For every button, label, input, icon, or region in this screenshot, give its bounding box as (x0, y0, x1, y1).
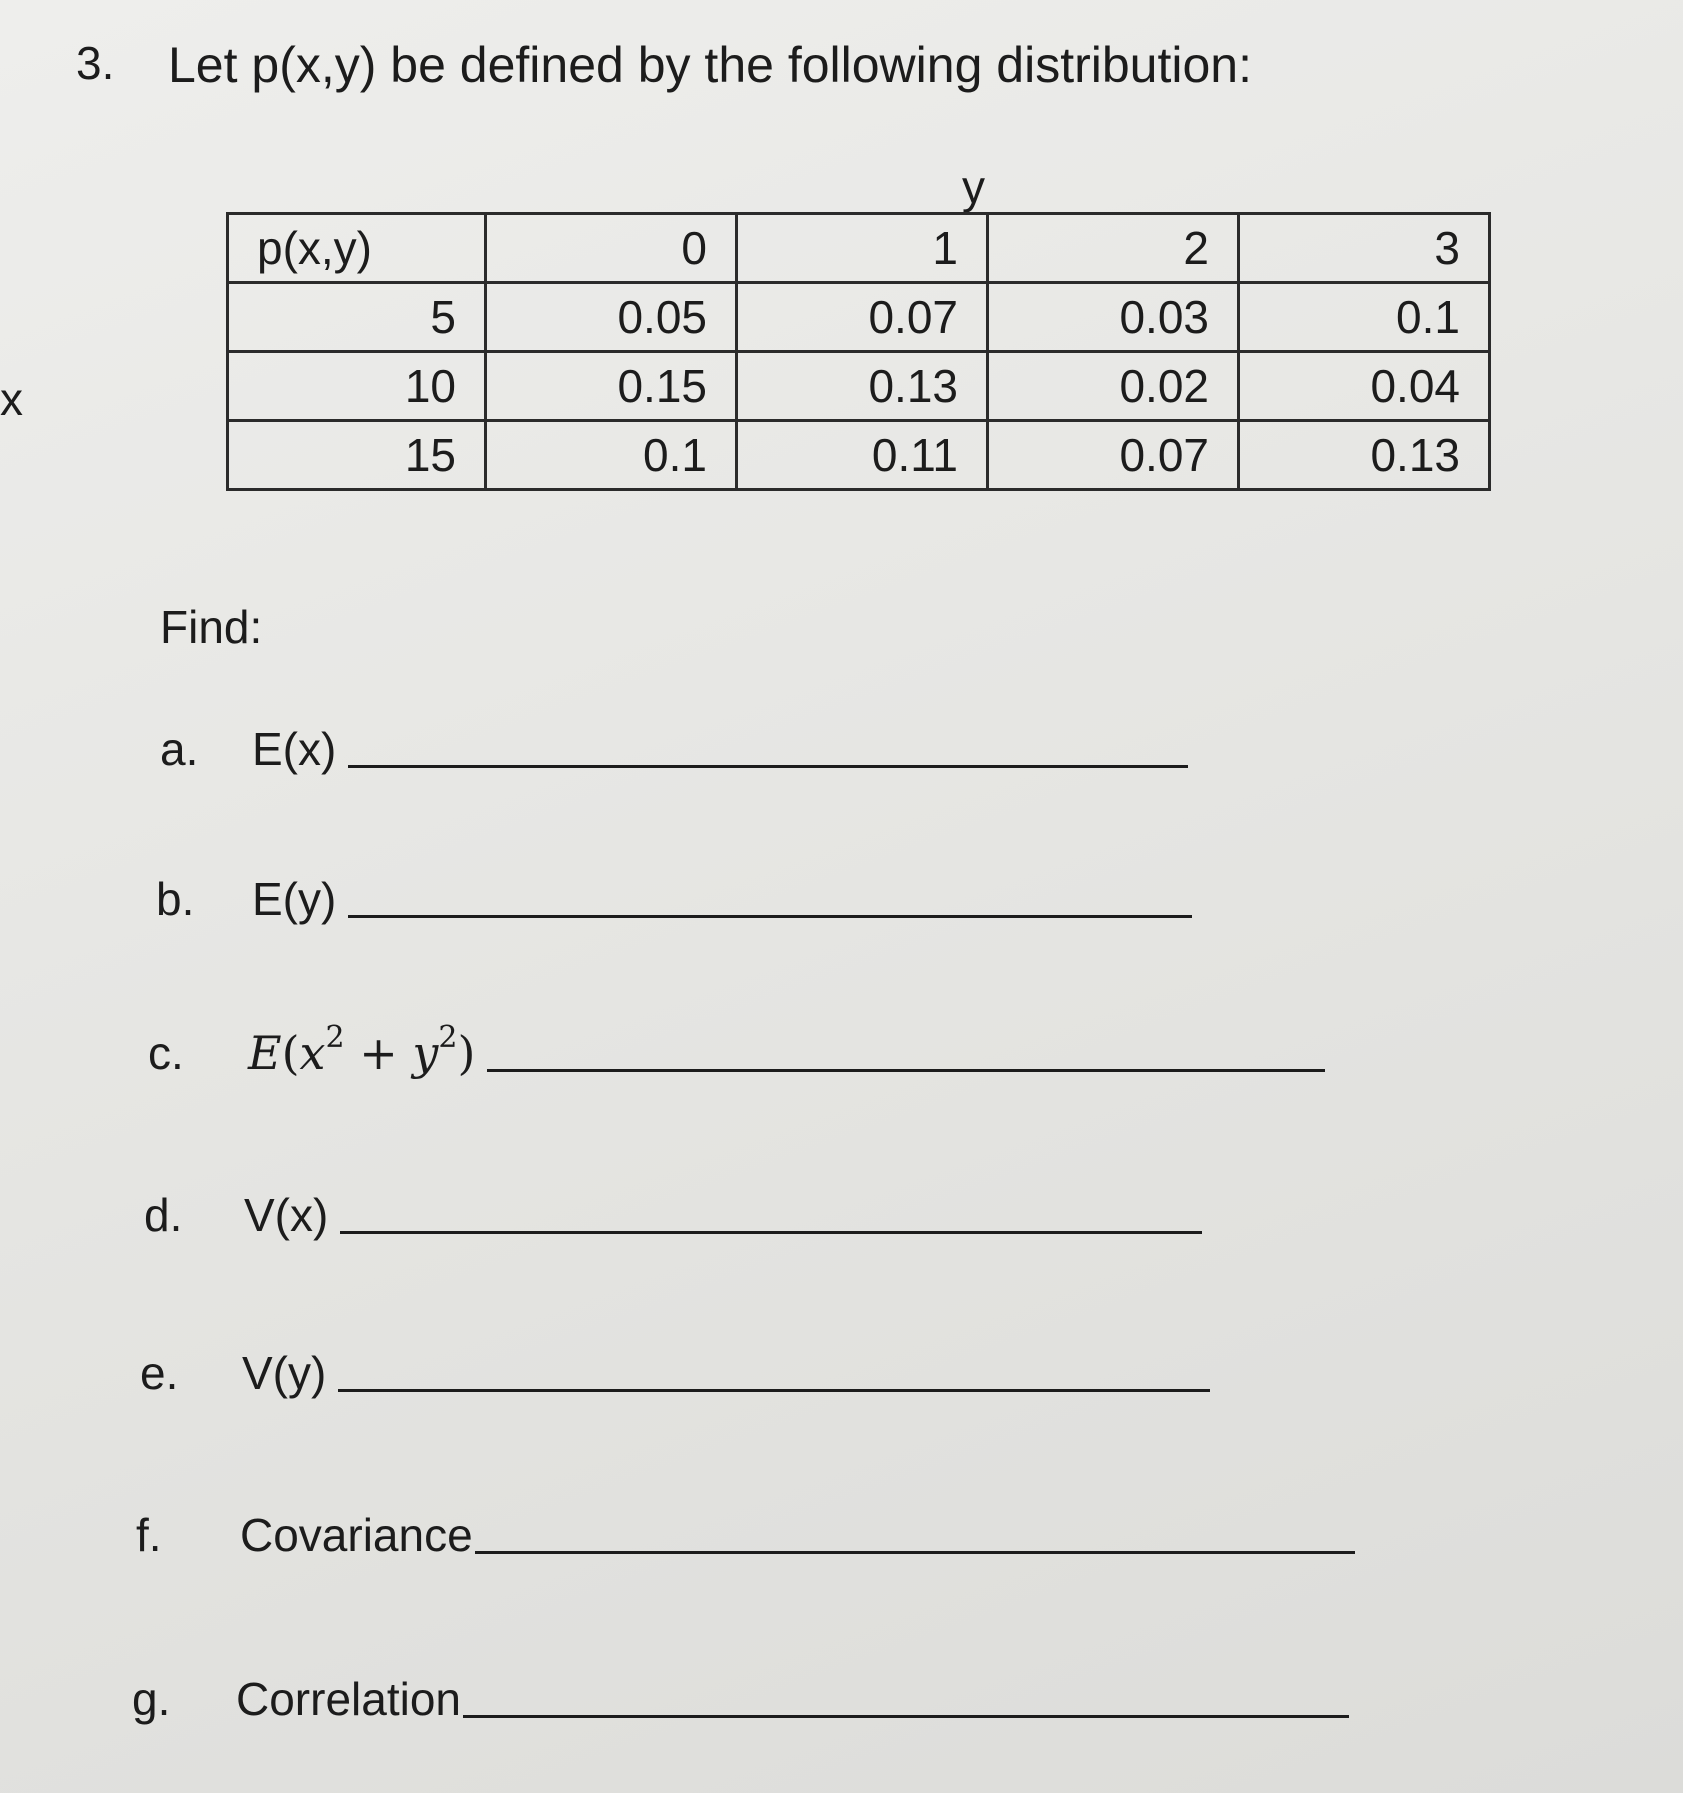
table-row (228, 283, 1490, 352)
item-expression: E(y) (252, 873, 337, 925)
probability-cell: 0.07 (737, 283, 988, 352)
probability-cell: 0.02 (988, 352, 1239, 421)
item-expression: $E(x^2 + y^2)$ (248, 1020, 476, 1080)
x-axis-label: x (0, 373, 23, 425)
table-header-row (228, 214, 1490, 283)
answer-line-a[interactable] (348, 765, 1188, 768)
y-axis-label: y (962, 161, 985, 213)
y-value-header: 2 (988, 214, 1239, 283)
item-b (156, 872, 1192, 926)
answer-line-d[interactable] (340, 1231, 1202, 1234)
item-label: c. (148, 1027, 184, 1079)
item-expression: Correlation (236, 1673, 461, 1725)
item-label: b. (156, 873, 195, 925)
question-number: 3. (76, 37, 115, 89)
item-label: a. (160, 723, 199, 775)
item-label: g. (132, 1673, 171, 1725)
probability-cell: 0.03 (988, 283, 1239, 352)
probability-cell: 0.15 (486, 352, 737, 421)
find-heading: Find: (160, 601, 263, 653)
answer-line-g[interactable] (463, 1715, 1349, 1718)
item-expression: V(y) (242, 1347, 327, 1399)
item-g (132, 1672, 1349, 1726)
answer-line-f[interactable] (475, 1551, 1355, 1554)
y-value-header: 0 (486, 214, 737, 283)
expr-exponent: 2 (438, 1020, 458, 1055)
joint-distribution-table (226, 212, 1491, 491)
item-f (136, 1508, 1355, 1562)
item-d (144, 1188, 1202, 1242)
item-expression: V(x) (244, 1189, 329, 1241)
x-value-header: 5 (228, 283, 486, 352)
expr-exponent: 2 (325, 1020, 345, 1055)
probability-cell: 0.13 (1239, 421, 1490, 490)
item-expression: Covariance (240, 1509, 473, 1561)
probability-cell: 0.05 (486, 283, 737, 352)
table-row (228, 421, 1490, 490)
item-label: f. (136, 1509, 162, 1561)
expr-function: E (248, 1026, 282, 1080)
item-c (148, 1020, 1325, 1080)
x-value-header: 15 (228, 421, 486, 490)
answer-line-e[interactable] (338, 1389, 1210, 1392)
table-row (228, 352, 1490, 421)
answer-line-b[interactable] (348, 915, 1192, 918)
y-value-header: 1 (737, 214, 988, 283)
item-label: e. (140, 1347, 179, 1399)
item-label: d. (144, 1189, 183, 1241)
probability-cell: 0.04 (1239, 352, 1490, 421)
expr-var-x: x (299, 1026, 326, 1080)
probability-cell: 0.11 (737, 421, 988, 490)
item-e (140, 1346, 1210, 1400)
probability-cell: 0.1 (486, 421, 737, 490)
y-value-header: 3 (1239, 214, 1490, 283)
question-text: Let p(x,y) be defined by the following distribution: (168, 37, 1252, 93)
x-value-header: 10 (228, 352, 486, 421)
expr-var-y: y (412, 1026, 439, 1080)
answer-line-c[interactable] (487, 1069, 1325, 1072)
item-a (160, 722, 1188, 776)
item-expression: E(x) (252, 723, 337, 775)
probability-cell: 0.1 (1239, 283, 1490, 352)
probability-cell: 0.07 (988, 421, 1239, 490)
expr-plus: + (359, 1026, 398, 1080)
table-corner-header: p(x,y) (228, 214, 486, 283)
probability-cell: 0.13 (737, 352, 988, 421)
